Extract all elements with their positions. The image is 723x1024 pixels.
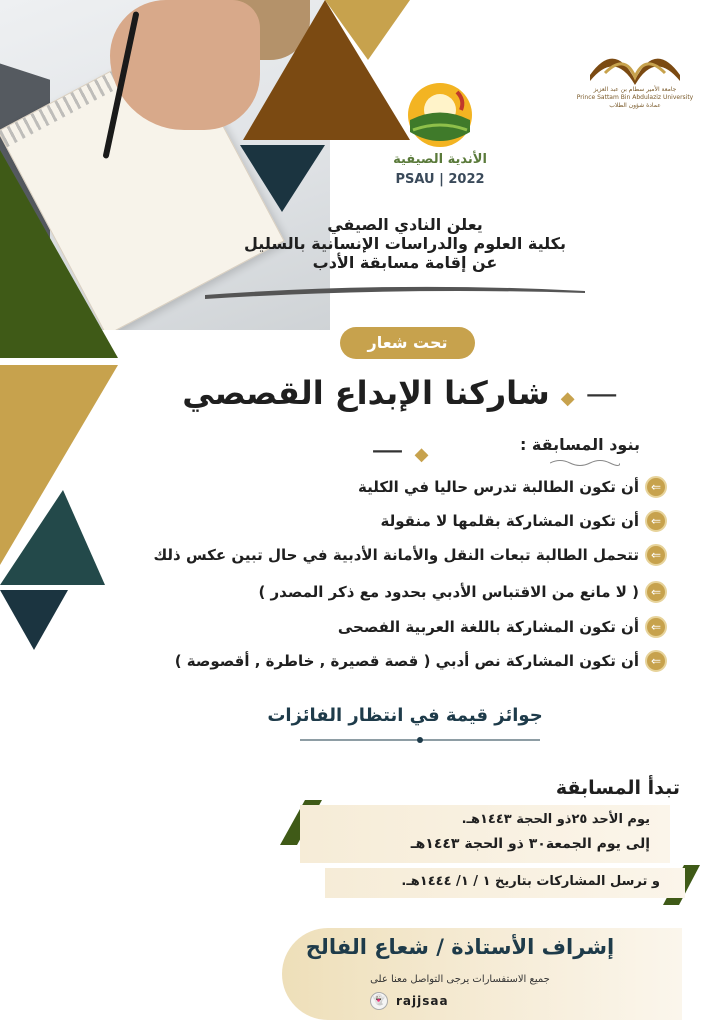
navy-triangle-top	[240, 145, 325, 212]
left-arrow-circle-icon: ⇐	[645, 510, 667, 532]
summer-clubs-logo-icon	[405, 80, 475, 150]
announcement-line: يعلن النادي الصيفي	[327, 215, 483, 234]
contact-note: جميع الاستفسارات يرجى التواصل معنا على	[370, 974, 550, 985]
start-date: يوم الأحد ٢٥ذو الحجة ١٤٤٣هـ.	[461, 812, 650, 827]
rule-text: أن تكون المشاركة بقلمها لا منقولة	[380, 512, 639, 530]
university-name	[575, 86, 695, 110]
rule-text: تتحمل الطالبة تبعات النقل والأمانة الأدبية في حال تبين عكس ذلك	[153, 546, 639, 564]
university-name-en: Prince Sattam Bin Abdulaziz University	[576, 94, 694, 101]
snapchat-contact[interactable]	[370, 992, 510, 1010]
diamond-icon: ◆	[560, 388, 575, 409]
rule-item	[107, 473, 667, 501]
prizes-text: جوائز قيمة في انتظار الفائزات	[267, 705, 543, 726]
ornament-divider	[300, 733, 540, 747]
end-date: إلى يوم الجمعة٣٠ ذو الحجة ١٤٤٣هـ	[410, 836, 650, 852]
swoosh-divider	[205, 283, 585, 299]
olive-triangle	[0, 150, 118, 358]
squiggle-underline	[550, 458, 620, 468]
deanship-name: عمادة شؤون الطلاب	[609, 102, 661, 109]
dash-decoration: —	[585, 374, 618, 412]
rule-text: أن تكون المشاركة نص أدبي ( قصة قصيرة , خاطرة , أقصوصة )	[174, 652, 639, 670]
snapchat-ghost-icon: 👻	[370, 992, 388, 1010]
announcement-line: بكلية العلوم والدراسات الإنسانية بالسليل	[244, 234, 566, 253]
university-name-ar: جامعة الأمير سطام بن عبد العزيز	[593, 86, 677, 93]
rule-item	[107, 647, 667, 675]
left-arrow-circle-icon: ⇐	[645, 476, 667, 498]
left-arrow-circle-icon: ⇐	[645, 544, 667, 566]
rule-item	[107, 541, 667, 569]
rule-item	[107, 507, 667, 535]
university-logo-icon	[585, 35, 685, 85]
rule-item	[107, 578, 667, 606]
rule-text: ( لا مانع من الاقتباس الأدبي بحدود مع ذكر المصدر )	[258, 583, 639, 601]
left-arrow-circle-icon: ⇐	[645, 616, 667, 638]
announcement	[240, 215, 570, 272]
rules-title: بنود المسابقة :	[519, 435, 640, 454]
headline-text: شاركنا الإبداع القصصي	[182, 374, 550, 412]
dash-decoration: —	[371, 430, 404, 468]
left-arrow-circle-icon: ⇐	[645, 581, 667, 603]
summer-clubs-title: الأندية الصيفية	[393, 152, 487, 167]
supervisor-text: إشراف الأستاذة / شعاع الفالح	[305, 935, 615, 959]
navy-triangle-bottom	[0, 590, 68, 650]
start-title: تبدأ المسابقة	[555, 777, 680, 799]
announcement-line: عن إقامة مسابقة الأدب	[312, 253, 498, 272]
left-arrow-circle-icon: ⇐	[645, 650, 667, 672]
slogan-label: تحت شعار	[340, 327, 475, 359]
summer-clubs-year: PSAU | 2022	[395, 172, 485, 187]
rule-item	[107, 613, 667, 641]
diamond-icon: ◆	[414, 444, 429, 465]
submission-date: و ترسل المشاركات بتاريخ ١ / ١/ ١٤٤٤هـ.	[401, 874, 660, 889]
rule-text: أن تكون الطالبة تدرس حاليا في الكلية	[357, 478, 639, 496]
rule-text: أن تكون المشاركة باللغة العربية الفصحى	[337, 618, 639, 636]
snapchat-username[interactable]: rajjsaa	[396, 994, 449, 1008]
